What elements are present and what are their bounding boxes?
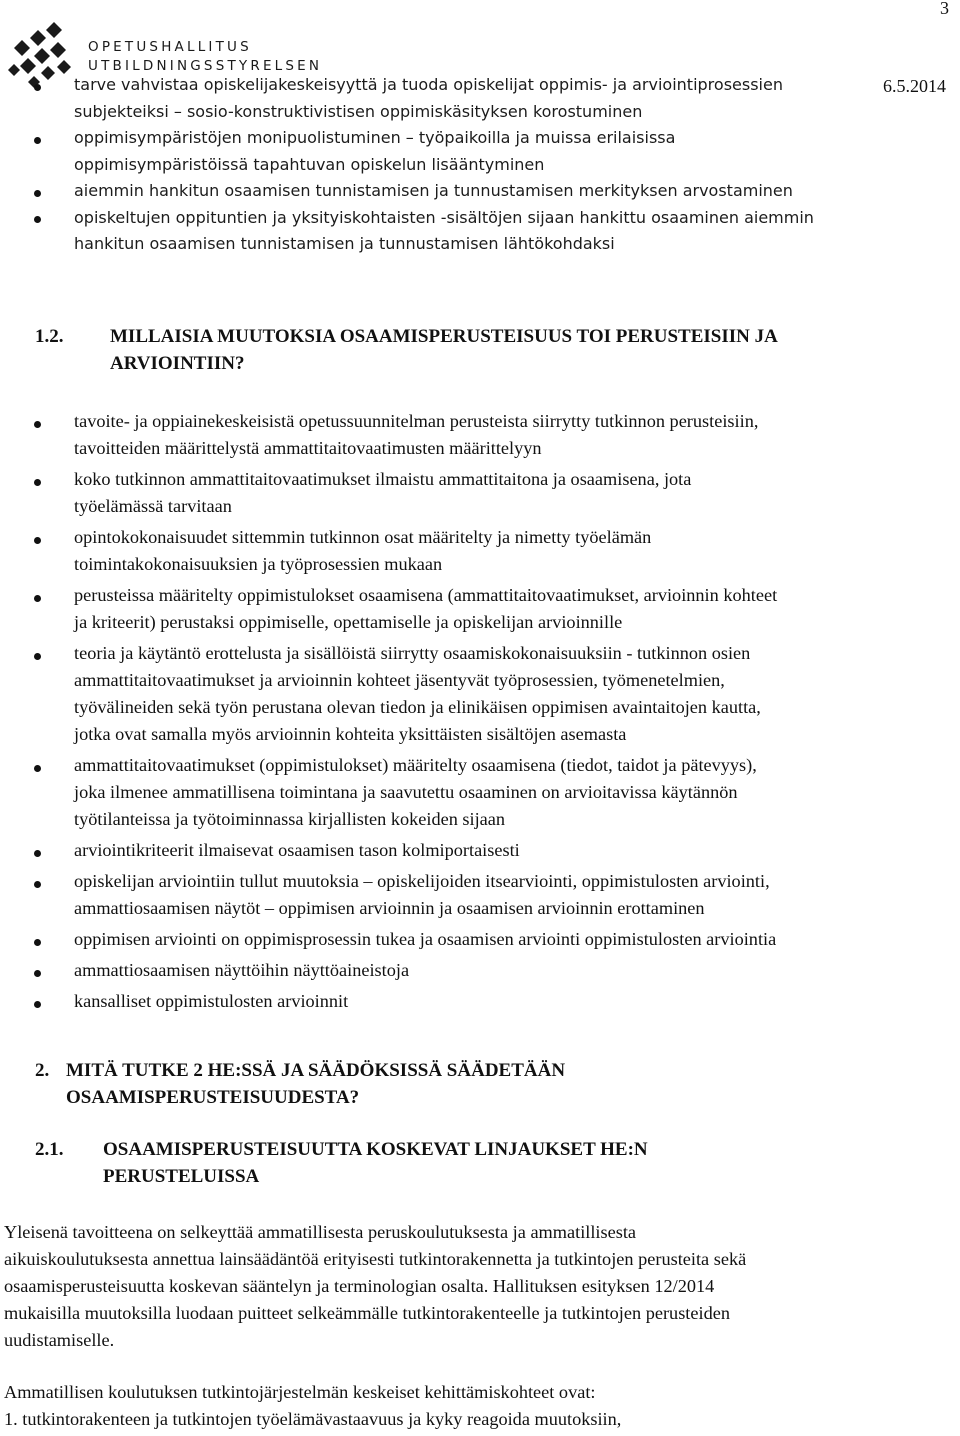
list-item-line: opiskelijan arviointiin tullut muutoksia – opiskelijoiden itsearviointi, oppimistulosten arviointi, bbox=[74, 871, 770, 891]
list-item-line: työelämässä tarvitaan bbox=[74, 496, 232, 516]
list-item-line: toimintakokonaisuuksien ja työprosessien mukaan bbox=[74, 554, 443, 574]
list-item-line: perusteissa määritelty oppimistulokset osaamisena (ammattitaitovaatimukset, arvioinnin kohteet bbox=[74, 585, 778, 605]
paragraph-line: osaamisperusteisuutta koskevan sääntelyn ja terminologian osalta. Hallituksen esityksen 12/2014 bbox=[4, 1276, 715, 1296]
numbered-item: 1. tutkintorakenteen ja tutkintojen työelämävastaavuus ja kyky reagoida muutoksiin, bbox=[4, 1409, 622, 1429]
list-item bbox=[0, 926, 960, 953]
list-item-line: arviointikriteerit ilmaisevat osaamisen tason kolmiportaisesti bbox=[74, 840, 520, 860]
list-item bbox=[0, 466, 960, 520]
list-item bbox=[0, 205, 904, 258]
paragraph-line: mukaisilla muutoksilla luodaan puitteet selkeämmälle tutkintorakenteelle ja tutkintojen perusteiden bbox=[4, 1303, 730, 1323]
section-title bbox=[66, 1057, 565, 1111]
body-paragraph bbox=[4, 1219, 746, 1354]
list-item-line: opintokokonaisuudet sittemmin tutkinnon osat määritelty ja nimetty työelämän bbox=[74, 527, 652, 547]
list-item-line: joka ilmenee ammatillisena toimintana ja saavutettu osaaminen on arvioitavissa käytännön bbox=[74, 782, 738, 802]
list-item-line: ammattitaitovaatimukset ja arvioinnin kohteet jäsentyvät työprosessien, työmenetelmien, bbox=[74, 670, 725, 690]
section-number: 2. bbox=[35, 1060, 50, 1081]
list-item-line: opiskeltujen oppituntien ja yksityiskohtaisten -sisältöjen sijaan hankittu osaaminen aiemmin bbox=[74, 207, 814, 227]
list-item-line: oppimisympäristöissä tapahtuvan opiskelun lisääntyminen bbox=[74, 154, 545, 174]
list-item bbox=[0, 524, 960, 578]
section-title-line: OSAAMISPERUSTEISUUDESTA? bbox=[66, 1087, 360, 1108]
list-item bbox=[0, 408, 960, 462]
list-item-line: subjekteiksi – sosio-konstruktivistisen oppimiskäsityksen korostuminen bbox=[74, 101, 643, 121]
list-item-line: tavoitteiden määrittelystä ammattitaitovaatimusten määrittelyyn bbox=[74, 438, 542, 458]
section-title-line: MILLAISIA MUUTOKSIA OSAAMISPERUSTEISUUS TOI PERUSTEISIIN JA bbox=[110, 326, 778, 347]
list-item bbox=[0, 988, 960, 1015]
list-item-line: työtilanteissa ja työtoiminnassa kirjallisten kokeiden sijaan bbox=[74, 809, 506, 829]
section-number: 2.1. bbox=[35, 1139, 64, 1160]
document-date: 6.5.2014 bbox=[883, 76, 946, 96]
org-name-finnish: OPETUSHALLITUS bbox=[88, 39, 252, 55]
section-title-line: PERUSTELUISSA bbox=[103, 1166, 260, 1187]
development-targets-paragraph bbox=[4, 1379, 621, 1433]
list-item-line: työvälineiden sekä työn perustana olevan tiedon ja elinikäisen oppimisen avaintaitojen kautta, bbox=[74, 697, 761, 717]
list-item-line: kansalliset oppimistulosten arvioinnit bbox=[74, 991, 349, 1011]
list-item-line: teoria ja käytäntö erottelusta ja sisällöistä siirrytty osaamiskokonaisuuksiin - tutkinnon osien bbox=[74, 643, 751, 663]
paragraph-line: Ammatillisen koulutuksen tutkintojärjestelmän keskeiset kehittämiskohteet ovat: bbox=[4, 1382, 596, 1402]
list-item bbox=[0, 125, 904, 178]
list-item-line: ammattiosaamisen näytöt – oppimisen arvioinnin ja osaamisen arvioinnin erottaminen bbox=[74, 898, 705, 918]
section-title-line: ARVIOINTIIN? bbox=[110, 353, 245, 374]
section-title bbox=[103, 1136, 648, 1190]
list-item bbox=[0, 752, 960, 833]
list-item bbox=[0, 640, 960, 748]
section-title-line: MITÄ TUTKE 2 HE:SSÄ JA SÄÄDÖKSISSÄ SÄÄDETÄÄN bbox=[66, 1060, 566, 1081]
paragraph-line: Yleisenä tavoitteena on selkeyttää ammatillisesta peruskoulutuksesta ja ammatillisesta bbox=[4, 1222, 637, 1242]
section-title-line: OSAAMISPERUSTEISUUTTA KOSKEVAT LINJAUKSET HE:N bbox=[103, 1139, 648, 1160]
list-item-line: ammattiosaamisen näyttöihin näyttöaineistoja bbox=[74, 960, 410, 980]
page-number: 3 bbox=[940, 0, 949, 18]
list-item-line: hankitun osaamisen tunnistamisen ja tunnustamisen lähtökohdaksi bbox=[74, 234, 615, 253]
paragraph-line: aikuiskoulutuksesta annettua lainsäädäntöä erityisesti tutkintorakennetta ja tutkintojen perusteita sekä bbox=[4, 1249, 747, 1269]
list-item bbox=[0, 178, 904, 205]
list-item bbox=[0, 957, 960, 984]
list-item-line: oppimisympäristöjen monipuolistuminen – työpaikoilla ja muissa erilaisissa bbox=[74, 128, 676, 147]
section-number: 1.2. bbox=[35, 326, 64, 347]
list-item-line: tarve vahvistaa opiskelijakeskeisyyttä ja tuoda opiskelijat oppimis- ja arviointiprosessien bbox=[74, 75, 783, 94]
paragraph-line: uudistamiselle. bbox=[4, 1330, 115, 1350]
intro-bullet-list bbox=[0, 72, 904, 258]
changes-bullet-list bbox=[0, 408, 960, 1015]
list-item-line: tavoite- ja oppiainekeskeisistä opetussuunnitelman perusteista siirrytty tutkinnon perusteisiin, bbox=[74, 411, 759, 431]
list-item bbox=[0, 72, 904, 125]
list-item-line: jotka ovat samalla myös arvioinnin kohteita yksittäisten sisältöjen asemasta bbox=[74, 724, 627, 744]
list-item bbox=[0, 837, 960, 864]
list-item bbox=[0, 582, 960, 636]
list-item-line: aiemmin hankitun osaamisen tunnistamisen ja tunnustamisen merkityksen arvostaminen bbox=[74, 181, 793, 200]
section-title bbox=[110, 323, 778, 377]
list-item-line: ja kriteerit) perustaksi oppimiselle, opettamiselle ja opiskelijan arvioinnille bbox=[74, 612, 623, 632]
org-name-swedish: UTBILDNINGSSTYRELSEN bbox=[88, 58, 323, 74]
list-item-line: oppimisen arviointi on oppimisprosessin tukea ja osaamisen arviointi oppimistulosten arviointia bbox=[74, 929, 777, 949]
list-item-line: ammattitaitovaatimukset (oppimistulokset) määritelty osaamisena (tiedot, taidot ja pätevyys), bbox=[74, 755, 757, 775]
list-item bbox=[0, 868, 960, 922]
list-item-line: koko tutkinnon ammattitaitovaatimukset ilmaistu ammattitaitona ja osaamisena, jota bbox=[74, 469, 692, 489]
